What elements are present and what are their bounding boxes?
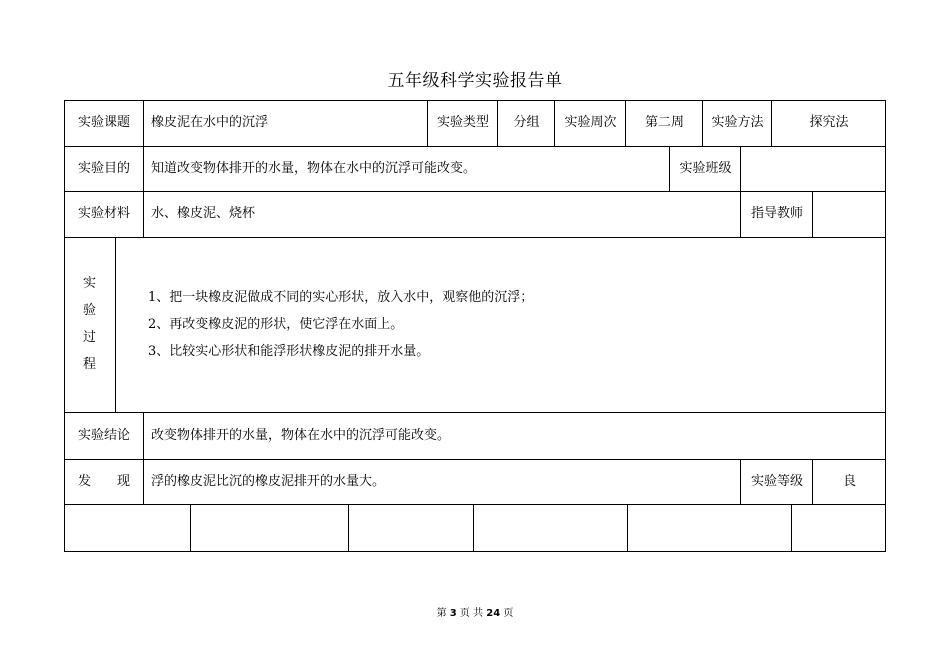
process-step: 1、把一块橡皮泥做成不同的实心形状，放入水中，观察他的沉浮； bbox=[148, 290, 534, 305]
materials-value: 水、橡皮泥、烧杯 bbox=[151, 206, 256, 221]
conclusion-value: 改变物体排开的水量，物体在水中的沉浮可能改变。 bbox=[151, 427, 451, 443]
footer-middle: 页 共 bbox=[459, 608, 484, 619]
empty-cell[interactable] bbox=[792, 505, 885, 551]
type-label: 实验类型 bbox=[436, 115, 489, 130]
method-label: 实验方法 bbox=[711, 115, 764, 130]
week-value: 第二周 bbox=[644, 115, 684, 130]
empty-cell[interactable] bbox=[349, 505, 473, 551]
purpose-value: 知道改变物体排开的水量，物体在水中的沉浮可能改变。 bbox=[151, 160, 477, 176]
report-title: 五年级科学实验报告单 bbox=[387, 71, 563, 91]
teacher-value[interactable] bbox=[813, 191, 886, 237]
process-label-char: 程 bbox=[82, 357, 96, 372]
process-step: 3、比较实心形状和能浮形状橡皮泥的排开水量。 bbox=[148, 344, 430, 359]
teacher-label: 指导教师 bbox=[750, 206, 803, 221]
footer-suffix: 页 bbox=[503, 608, 514, 619]
process-step: 2、再改变橡皮泥的形状，使它浮在水面上。 bbox=[148, 317, 404, 332]
conclusion-label: 实验结论 bbox=[77, 427, 130, 443]
topic-value: 橡皮泥在水中的沉浮 bbox=[151, 115, 269, 130]
topic-label: 实验课题 bbox=[77, 115, 130, 130]
class-label: 实验班级 bbox=[679, 160, 732, 176]
grade-value: 良 bbox=[842, 473, 856, 489]
footer-prefix: 第 bbox=[436, 608, 447, 619]
total-pages: 24 bbox=[486, 608, 501, 619]
page-number: 3 bbox=[449, 608, 457, 619]
week-label: 实验周次 bbox=[564, 115, 617, 130]
purpose-label: 实验目的 bbox=[77, 160, 130, 176]
process-label-char: 实 bbox=[82, 276, 96, 291]
grade-label: 实验等级 bbox=[750, 473, 803, 489]
process-label-char: 过 bbox=[82, 330, 96, 345]
materials-label: 实验材料 bbox=[77, 206, 130, 221]
process-label bbox=[64, 270, 115, 378]
finding-value: 浮的橡皮泥比沉的橡皮泥排开的水量大。 bbox=[151, 473, 386, 489]
type-value: 分组 bbox=[513, 115, 540, 130]
finding-label: 发 现 bbox=[77, 473, 130, 489]
empty-cell[interactable] bbox=[191, 505, 348, 551]
empty-cell[interactable] bbox=[474, 505, 627, 551]
page-footer bbox=[0, 604, 950, 619]
empty-cell[interactable] bbox=[65, 505, 190, 551]
process-steps bbox=[148, 288, 533, 369]
empty-cell[interactable] bbox=[628, 505, 791, 551]
class-value[interactable] bbox=[741, 146, 886, 191]
process-label-char: 验 bbox=[82, 303, 96, 318]
method-value: 探究法 bbox=[809, 115, 849, 130]
